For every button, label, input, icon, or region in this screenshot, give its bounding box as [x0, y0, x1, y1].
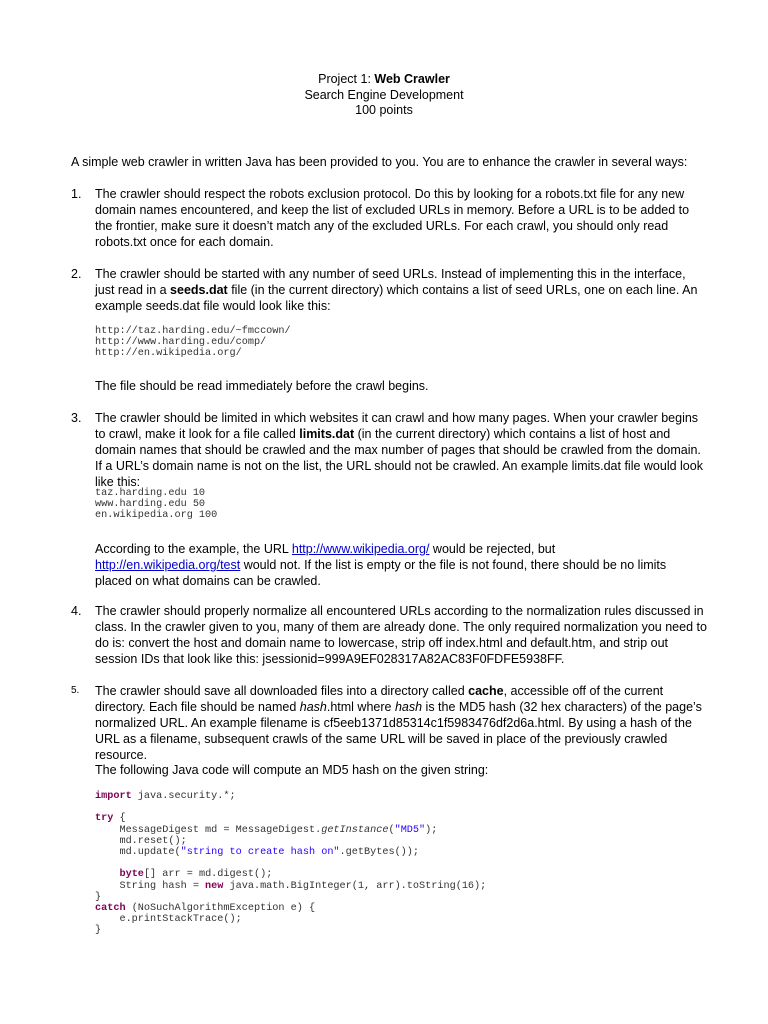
item-number: 1. — [71, 187, 82, 201]
code-line: http://en.wikipedia.org/ — [95, 348, 242, 360]
seeds-code-block — [95, 326, 291, 360]
points-label: 100 points — [355, 103, 413, 117]
item5-text: The crawler should save all downloaded files into a directory called cache, accessible off of the current directory. Each file should be named hash.html where hash is the MD5 hash (32 hex characters) of the page’s normalized URL. An example filename is cf5eeb1371d85314c1f5983476df2d6a.html. By using a hash of the URL as a filename, subsequent crawls of the same URL will be saved in place of the previously crawled resource. — [95, 684, 702, 762]
item-number: 5. — [71, 685, 80, 696]
item2-text: The crawler should be started with any number of seed URLs. Instead of implementing this in the interface, just read in a seeds.dat file (in the current directory) which contains a list of seed URLs, one on each line. An example seeds.dat file would look like this: — [95, 267, 698, 313]
intro-paragraph: A simple web crawler in written Java has been provided to you. You are to enhance the crawler in several ways: — [71, 155, 688, 169]
example-link-accepted[interactable]: http://en.wikipedia.org/test — [95, 558, 241, 572]
code-line: en.wikipedia.org 100 — [95, 510, 218, 522]
code-line: http://www.harding.edu/comp/ — [95, 337, 267, 349]
item3-text: The crawler should be limited in which websites it can crawl and how many pages. When your crawler begins to crawl, make it look for a file called limits.dat (in the current directory) which contains a list of host and domain names that should be crawled and the max number of pages that should be crawled from the domain. If a URL’s domain name is not on the list, the URL should not be crawled. An example limits.dat file would look like this: — [95, 411, 703, 489]
project-title: Project 1: Web Crawler — [318, 72, 450, 86]
item-number: 3. — [71, 411, 82, 425]
item1-text: The crawler should respect the robots exclusion protocol. Do this by looking for a robots.txt file for any new domain names encountered, and keep the list of excluded URLs in memory. Before a URL is to be added to the frontier, make sure it doesn’t match any of the excluded URLs. For each crawl, you should only read robots.txt once for each domain. — [95, 187, 690, 249]
example-link-rejected[interactable]: http://www.wikipedia.org/ — [291, 542, 430, 556]
document-header — [0, 72, 768, 119]
item3-after: According to the example, the URL http://www.wikipedia.org/ would be rejected, but http://en.wikipedia.org/test would not. If the list is empty or the file is not found, there should be no limits placed on what domains can be crawled. — [95, 542, 667, 588]
item-number: 4. — [71, 604, 82, 618]
item5-after: The following Java code will compute an MD5 hash on the given string: — [95, 763, 489, 777]
item2-after: The file should be read immediately before the crawl begins. — [95, 379, 429, 393]
course-title: Search Engine Development — [304, 87, 464, 102]
code-line: http://taz.harding.edu/~fmccown/ — [95, 326, 291, 337]
item4-text: The crawler should properly normalize all encountered URLs according to the normalization rules discussed in class. In the crawler given to you, many of them are already done. The only required normalization you need to do is: convert the host and domain name to lowercase, strip off index.html and default.htm, and strip out session IDs that look like this: jsessionid=999A9EF028317A82AC83F0FDFE5938FF. — [95, 604, 707, 666]
limits-code-block — [95, 488, 217, 522]
code-line: taz.harding.edu 10 — [95, 488, 206, 499]
code-line: www.harding.edu 50 — [95, 499, 206, 511]
item-number: 2. — [71, 267, 82, 281]
java-code-block: import java.security.*; try { MessageDigest md = MessageDigest.getInstance("MD5"); md.reset(); md.update("string to create hash on".getBytes()); byte[] arr = md.digest(); String hash = new java.math.BigInteger(1, arr).toString(16); } catch (NoSuchAlgorithmException e) { e.printStackTrace(); } — [95, 791, 487, 937]
